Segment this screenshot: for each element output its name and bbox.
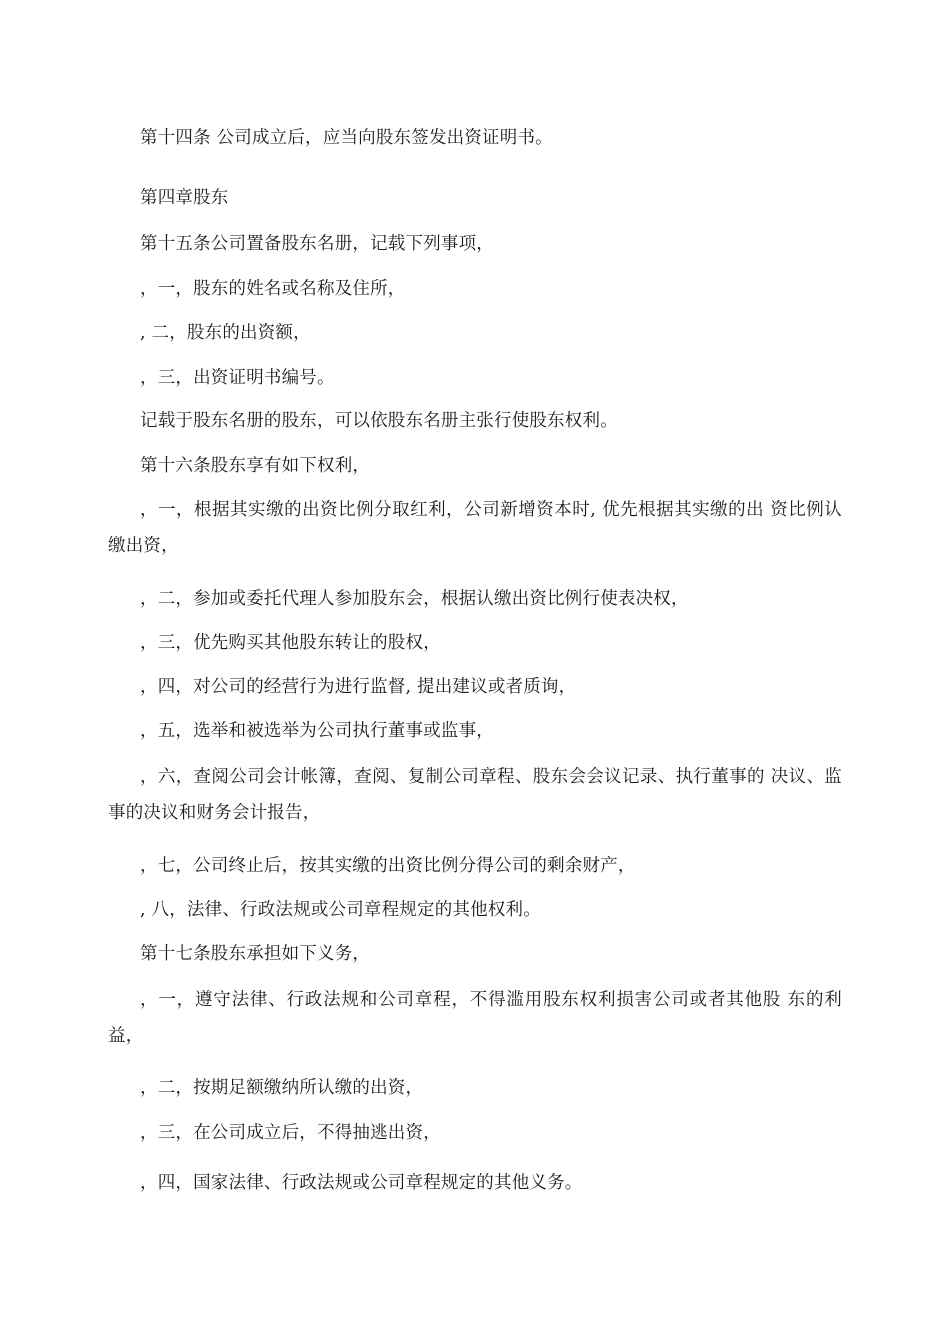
article-17: 第十七条股东承担如下义务， <box>140 944 371 964</box>
article-17-item-3: ，三，在公司成立后，不得抽逃出资， <box>140 1123 441 1143</box>
article-16-item-2: ，二，参加或委托代理人参加股东会，根据认缴出资比例行使表决权， <box>140 589 689 609</box>
article-15-note: 记载于股东名册的股东，可以依股东名册主张行使股东权利。 <box>140 411 618 431</box>
article-16-item-5: ，五，选举和被选举为公司执行董事或监事， <box>140 721 494 741</box>
article-14: 第十四条 公司成立后，应当向股东签发出资证明书。 <box>140 128 553 148</box>
article-17-item-2: ，二，按期足额缴纳所认缴的出资， <box>140 1078 424 1098</box>
article-15-item-3: ，三，出资证明书编号。 <box>140 368 335 388</box>
article-15-item-1: ，一，股东的姓名或名称及住所， <box>140 279 406 299</box>
article-16-item-1: ，一，根据其实缴的出资比例分取红利，公司新增资本时, 优先根据其实缴的出 资比例认缴出资， <box>108 500 842 556</box>
article-15: 第十五条公司置备股东名册，记载下列事项， <box>140 234 494 254</box>
article-16: 第十六条股东享有如下权利， <box>140 456 371 476</box>
article-16-item-7: ，七，公司终止后，按其实缴的出资比例分得公司的剩余财产， <box>140 856 636 876</box>
article-15-item-2: , 二，股东的出资额， <box>140 323 311 343</box>
chapter-4-heading: 第四章股东 <box>140 188 229 208</box>
article-16-item-4: ，四，对公司的经营行为进行监督, 提出建议或者质询， <box>140 677 577 697</box>
article-16-item-8: , 八，法律、行政法规或公司章程规定的其他权利。 <box>140 900 541 920</box>
article-16-item-6: ，六，查阅公司会计帐簿，查阅、复制公司章程、股东会会议记录、执行董事的 决议、监事的决议和财务会计报告， <box>108 767 842 823</box>
article-16-item-3: ，三，优先购买其他股东转让的股权， <box>140 633 441 653</box>
article-17-item-1: ，一，遵守法律、行政法规和公司章程，不得滥用股东权利损害公司或者其他股 东的利益， <box>108 990 842 1046</box>
article-17-item-4: ，四，国家法律、行政法规或公司章程规定的其他义务。 <box>140 1173 583 1193</box>
